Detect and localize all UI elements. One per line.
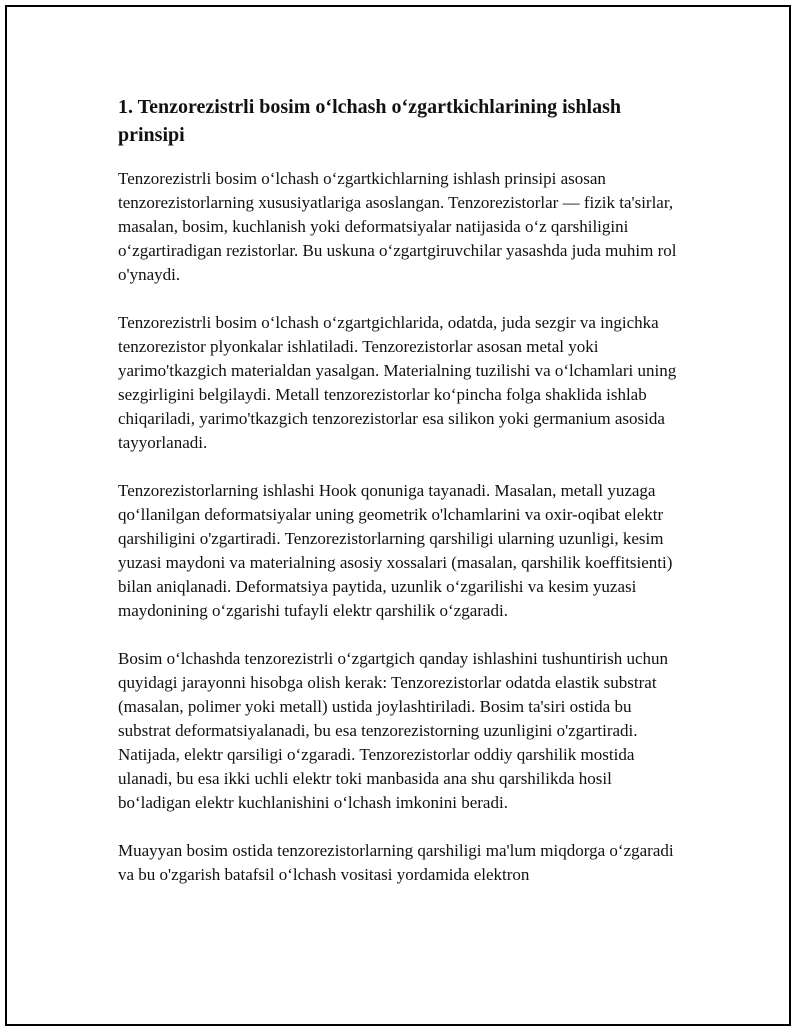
paragraph-1: Tenzorezistrli bosim o‘lchash o‘zgartkichlarning ishlash prinsipi asosan tenzorezistorlarning xususiyatlariga asoslangan. Tenzorezistorlar — fizik ta'sirlar, masalan, bosim, kuchlanish yoki deformatsiyalar natijasida o‘z qarshiligini o‘zgartiradigan rezistorlar. Bu uskuna o‘zgartgiruvchilar yasashda juda muhim rol o'ynaydi.	[118, 169, 677, 284]
document-body	[118, 93, 688, 911]
paragraph-5: Muayyan bosim ostida tenzorezistorlarning qarshiligi ma'lum miqdorga o‘zgaradi va bu o'zgarish batafsil o‘lchash vositasi yordamida elektron	[118, 841, 674, 884]
paragraph-4: Bosim o‘lchashda tenzorezistrli o‘zgartgich qanday ishlashini tushuntirish uchun quyidagi jarayonni hisobga olish kerak: Tenzorezistorlar odatda elastik substrat (masalan, polimer yoki metall) ustida joylashtiriladi. Bosim ta'siri ostida bu substrat deformatsiyalanadi, bu esa tenzorezistorning uzunligini o'zgartiradi. Natijada, elektr qarsiligi o‘zgaradi. Tenzorezistorlar oddiy qarshilik mostida ulanadi, bu esa ikki uchli elektr toki manbasida ana shu qarshilikda hosil bo‘ladigan elektr kuchlanishini o‘lchash imkonini beradi.	[118, 649, 669, 812]
paragraph-3: Tenzorezistorlarning ishlashi Hook qonuniga tayanadi. Masalan, metall yuzaga qo‘llanilgan deformatsiyalar uning geometrik o'lchamlarini va oxir-oqibat elektr qarshiligini o'zgartiradi. Tenzorezistorlarning qarshiligi ularning uzunligi, kesim yuzasi maydoni va materialning asosiy xossalari (masalan, qarshilik koeffitsienti) bilan aniqlanadi. Deformatsiya paytida, uzunlik o‘zgarilishi va kesim yuzasi maydonining o‘zgarishi tufayli elektr qarshilik o‘zgaradi.	[118, 481, 673, 620]
paragraph-2: Tenzorezistrli bosim o‘lchash o‘zgartgichlarida, odatda, juda sezgir va ingichka tenzorezistor plyonkalar ishlatiladi. Tenzorezistorlar asosan metal yoki yarimo'tkazgich materialdan yasalgan. Materialning tuzilishi va o‘lchamlari uning sezgirligini belgilaydi. Metall tenzorezistorlar ko‘pincha folga shaklida ishlab chiqariladi, yarimo'tkazgich tenzorezistorlar esa silikon yoki germanium asosida tayyorlanadi.	[118, 313, 677, 452]
section-heading: 1. Tenzorezistrli bosim o‘lchash o‘zgartkichlarining ishlash prinsipi	[118, 96, 621, 146]
